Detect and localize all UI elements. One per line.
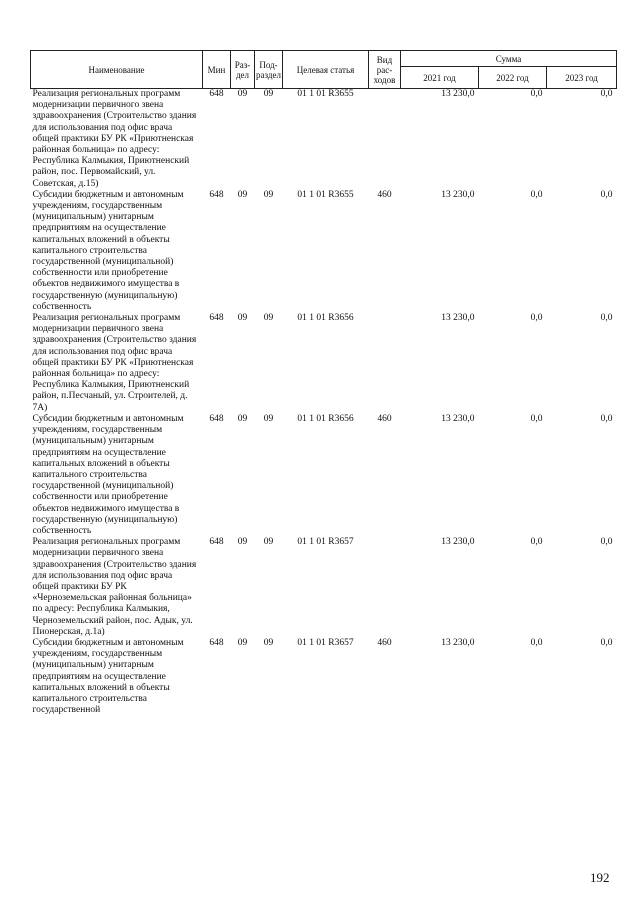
table-row xyxy=(31,190,617,313)
row-sum-2021: 13 230,0 xyxy=(441,537,475,548)
row-podrazdel: 09 xyxy=(263,413,274,424)
row-expense-type xyxy=(369,89,401,190)
header-expense-type: Вид рас-ходов xyxy=(369,51,401,89)
row-sum-2022: 0,0 xyxy=(530,313,543,324)
header-year-2022: 2022 год xyxy=(479,67,547,89)
header-year-2023: 2023 год xyxy=(547,67,617,89)
row-min: 648 xyxy=(209,313,224,324)
header-razdel: Раз-дел xyxy=(231,51,255,89)
row-sum-2021: 13 230,0 xyxy=(441,413,475,424)
row-name: Реализация региональных программ модернизации первичного звена здравоохранения (Строительство здания для использования под офис врача общей практики БУ РК «Приютненская районная больница» по адресу: Республика Калмыкия, Приютненский район, п.Песчаный, ул. Строителей, д. 7А) xyxy=(32,313,197,413)
row-podrazdel: 09 xyxy=(263,89,274,99)
row-target-article: 01 1 01 R3657 xyxy=(297,537,354,548)
row-razdel: 09 xyxy=(237,189,248,200)
header-sum: Сумма xyxy=(401,51,617,67)
page-number: 192 xyxy=(590,870,610,885)
row-razdel: 09 xyxy=(237,89,248,99)
budget-table xyxy=(30,50,617,716)
row-min: 648 xyxy=(209,189,224,200)
row-expense-type: 460 xyxy=(377,189,392,200)
row-sum-2023: 0,0 xyxy=(600,189,613,200)
row-razdel: 09 xyxy=(237,313,248,324)
table-row xyxy=(31,537,617,638)
row-expense-type: 460 xyxy=(377,413,392,424)
row-target-article: 01 1 01 R3655 xyxy=(297,89,354,99)
row-expense-type xyxy=(369,313,401,414)
row-sum-2021: 13 230,0 xyxy=(441,637,475,648)
row-min: 648 xyxy=(209,637,224,648)
row-name: Субсидии бюджетным и автономным учреждениям, государственным (муниципальным) унитарным предприятиям на осуществление капитальных вложений в объекты капитального строительства государственной xyxy=(32,637,184,716)
row-min: 648 xyxy=(209,537,224,548)
row-sum-2021: 13 230,0 xyxy=(441,189,475,200)
table-row xyxy=(31,313,617,414)
header-year-2021: 2021 год xyxy=(401,67,479,89)
row-razdel: 09 xyxy=(237,637,248,648)
row-sum-2023: 0,0 xyxy=(600,313,613,324)
row-podrazdel: 09 xyxy=(263,189,274,200)
row-sum-2023: 0,0 xyxy=(600,89,613,99)
row-name: Реализация региональных программ модернизации первичного звена здравоохранения (Строительство здания для использования под офис врача общей практики БУ РК «Черноземельская районная больница» по адресу: Республика Калмыкия, Черноземельский район, пос. Адык, ул. Пионерская, д.1а) xyxy=(32,537,197,637)
row-name: Реализация региональных программ модернизации первичного звена здравоохранения (Строительство здания для использования под офис врача общей практики БУ РК «Приютненская районная больница» по адресу: Республика Калмыкия, Приютненский район, пос. Первомайский, ул. Советская, д.15) xyxy=(32,89,197,189)
table-row xyxy=(31,414,617,537)
row-min: 648 xyxy=(209,89,224,99)
row-razdel: 09 xyxy=(237,413,248,424)
row-sum-2022: 0,0 xyxy=(530,189,543,200)
table-row xyxy=(31,89,617,190)
row-target-article: 01 1 01 R3657 xyxy=(297,637,354,648)
row-sum-2022: 0,0 xyxy=(530,637,543,648)
row-min: 648 xyxy=(209,413,224,424)
row-podrazdel: 09 xyxy=(263,637,274,648)
row-sum-2023: 0,0 xyxy=(600,637,613,648)
table-header xyxy=(31,51,617,89)
row-target-article: 01 1 01 R3656 xyxy=(297,313,354,324)
row-sum-2021: 13 230,0 xyxy=(441,313,475,324)
row-sum-2022: 0,0 xyxy=(530,89,543,99)
row-expense-type xyxy=(369,537,401,638)
table-body xyxy=(31,89,617,717)
row-razdel: 09 xyxy=(237,537,248,548)
row-name: Субсидии бюджетным и автономным учреждениям, государственным (муниципальным) унитарным предприятиям на осуществление капитальных вложений в объекты капитального строительства государственной (муниципальной) собственности или приобретение объектов недвижимого имущества в государственную (муниципальную) собственность xyxy=(32,189,184,312)
header-podrazdel: Под-раздел xyxy=(255,51,283,89)
header-name: Наименование xyxy=(31,51,203,89)
row-expense-type: 460 xyxy=(377,637,392,648)
row-sum-2023: 0,0 xyxy=(600,413,613,424)
row-sum-2023: 0,0 xyxy=(600,537,613,548)
row-sum-2022: 0,0 xyxy=(530,537,543,548)
row-target-article: 01 1 01 R3656 xyxy=(297,413,354,424)
row-podrazdel: 09 xyxy=(263,313,274,324)
row-target-article: 01 1 01 R3655 xyxy=(297,189,354,200)
header-min: Мин xyxy=(203,51,231,89)
row-podrazdel: 09 xyxy=(263,537,274,548)
budget-table-sheet xyxy=(30,50,618,716)
row-name: Субсидии бюджетным и автономным учреждениям, государственным (муниципальным) унитарным предприятиям на осуществление капитальных вложений в объекты капитального строительства государственной (муниципальной) собственности или приобретение объектов недвижимого имущества в государственную (муниципальную) собственность xyxy=(32,413,184,536)
row-sum-2022: 0,0 xyxy=(530,413,543,424)
row-sum-2021: 13 230,0 xyxy=(441,89,475,99)
table-row xyxy=(31,638,617,716)
header-target-article: Целевая статья xyxy=(283,51,369,89)
